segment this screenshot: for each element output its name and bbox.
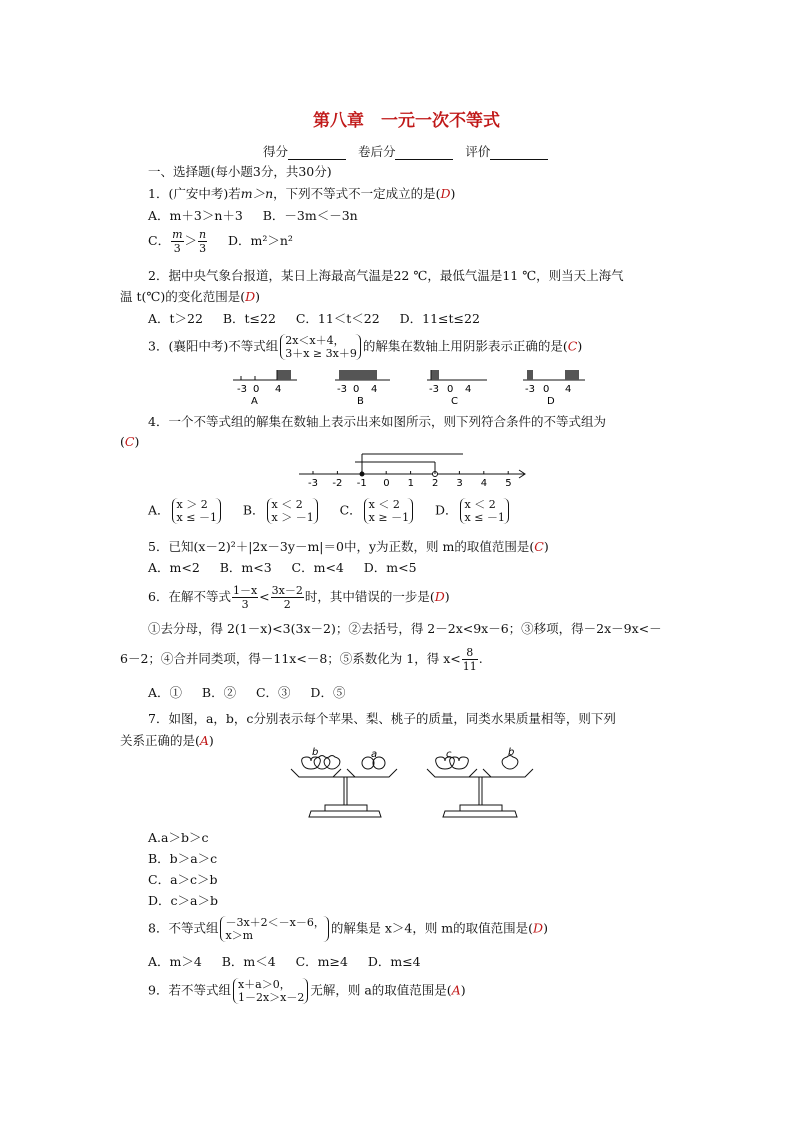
q6-steps-line1: ①去分母，得 2(1－x)<3(3x－2)；②去括号，得 2－2x<9x－6；③移项，得－2x－9x<－	[148, 621, 662, 636]
q2-line2	[120, 287, 260, 305]
q2-text: 温 t(℃)的变化范围是(	[120, 289, 246, 304]
q5-stem: 5．已知(x－2)²＋|2x－3y－m|＝0中，y为正数，则 m的取值范围是(	[148, 539, 535, 554]
q4-option-b-label: B．	[242, 502, 265, 518]
q6-option-d: D．⑤	[310, 685, 346, 700]
q6-answer: D	[434, 589, 445, 604]
q7-label-b: b	[312, 747, 319, 758]
score-blank	[288, 147, 346, 160]
q7-line1: 7．如图，a，b，c分别表示每个苹果、梨、桃子的质量，同类水果质量相等，则下列	[148, 711, 616, 726]
q8-close: )	[543, 920, 548, 936]
q1-option-d: D．m²＞n²	[228, 233, 293, 248]
q6-lt: <	[259, 589, 270, 604]
q7-option-a: A.a＞b＞c	[148, 830, 209, 845]
q8-option-b: B．m＜4	[221, 954, 276, 969]
q4-close: )	[134, 434, 140, 449]
q6-steps-text: 6－2；④合并同类项，得－11x<－8；⑤系数化为 1，得 x<	[120, 651, 461, 666]
q6-f2-den: 2	[283, 598, 291, 611]
question-6	[148, 584, 450, 611]
q6-res-num: 8	[462, 646, 478, 660]
q1-option-c-label: C．	[148, 233, 171, 248]
q8-ineq-1: －3x＋2＜－x－6，	[225, 916, 325, 929]
q4-answer: C	[124, 434, 135, 449]
q1-close: )	[450, 186, 456, 201]
q4-tick-label: 2	[432, 478, 439, 489]
q4-option-c-label: C．	[339, 502, 362, 518]
q7-line2	[120, 731, 214, 749]
q9-ineq-1: x＋a＞0，	[237, 978, 291, 991]
q4-option-d-label: D．	[434, 502, 458, 518]
q1-answer: D	[440, 186, 451, 201]
q2-options	[148, 309, 480, 327]
q3-a-tick-4: 4	[275, 384, 282, 395]
q6-options	[148, 683, 345, 701]
q9-system	[233, 978, 308, 1004]
after-score-blank	[395, 147, 453, 160]
q4-number-line	[295, 448, 535, 490]
q2-answer: D	[245, 289, 256, 304]
q3-b-tick-0: 0	[353, 384, 360, 395]
q4-d-2: x ≤ －1	[464, 511, 505, 524]
q3-d-tick-4: 4	[565, 384, 572, 395]
q6-res-den: 11	[462, 660, 477, 673]
evaluation-label: 评价	[465, 144, 491, 159]
q2-option-b: B．t≤22	[222, 311, 276, 326]
q1-frac-num: m	[172, 228, 183, 241]
q5-options	[148, 558, 417, 576]
q3-label-c: C	[451, 396, 458, 407]
q4-option-d	[460, 498, 509, 524]
q3-close: )	[577, 338, 583, 354]
q4-tick-label: -3	[308, 478, 318, 489]
q1-option-a: A．m＋3＞n＋3	[148, 208, 243, 223]
q4-tick-label: -1	[356, 478, 367, 489]
q7-close: )	[208, 733, 214, 748]
q8-system	[220, 916, 328, 942]
q3-c-tick-m3: -3	[429, 384, 439, 395]
q3-d-tick-m3: -3	[525, 384, 535, 395]
q1-frac-den: 3	[173, 242, 181, 255]
q9-stem: 9．若不等式组	[148, 982, 231, 998]
q4-tick-label: 4	[480, 478, 488, 489]
q8-stem: 8．不等式组	[148, 920, 219, 936]
q7-option-d: D．c＞a＞b	[148, 893, 218, 908]
q8-options	[148, 952, 421, 970]
q8-option-a: A．m＞4	[148, 954, 202, 969]
q7-option-b: B．b＞a＞c	[148, 851, 218, 866]
q3-c-tick-4: 4	[465, 384, 472, 395]
q3-label-b: B	[357, 396, 364, 407]
q5-option-d: D．m<5	[363, 560, 417, 575]
section-heading: 一、选择题(每小题3分，共30分)	[148, 164, 332, 179]
q4-a-1: x ＞ 2	[176, 498, 208, 511]
question-1	[148, 184, 455, 202]
q3-line-b	[335, 370, 390, 407]
q4-tick-label: 1	[407, 478, 414, 489]
q4-c-1: x ＜ 2	[368, 498, 400, 511]
q6-frac-2	[271, 584, 304, 611]
q1-stem-rest: ，下列不等式不一定成立的是(	[273, 186, 441, 201]
q3-line-d	[523, 370, 585, 407]
q3-d-tick-0: 0	[543, 384, 550, 395]
balance-scale-left	[291, 756, 397, 818]
evaluation-blank	[490, 147, 548, 160]
q1-stem: 1．(广安中考)若	[148, 186, 241, 201]
score-label: 得分	[263, 144, 289, 159]
q3-label-d: D	[547, 396, 555, 407]
balance-scale-right	[427, 756, 533, 818]
q4-open: (	[120, 434, 125, 449]
question-9	[148, 978, 466, 1004]
q3-ineq-1: 2x＜x＋4，	[285, 334, 345, 347]
q4-options	[148, 498, 511, 524]
q9-close: )	[460, 982, 466, 998]
q3-system	[280, 334, 361, 360]
q7-text: 关系正确的是(	[120, 733, 200, 748]
q3-b-tick-m3: -3	[337, 384, 347, 395]
q2-line1: 2．据中央气象台报道，某日上海最高气温是22 ℃，最低气温是11 ℃，则当天上海气	[148, 268, 624, 283]
q3-stem-rest: 的解集在数轴上用阴影表示正确的是(	[362, 338, 568, 354]
q7-answer: A	[199, 733, 209, 748]
q8-option-d: D．m≤4	[367, 954, 421, 969]
q2-option-a: A．t＞22	[148, 311, 203, 326]
q6-close: )	[444, 589, 450, 604]
q1-option-b: B．－3m＜－3n	[262, 208, 358, 223]
q4-line2	[120, 434, 139, 449]
q1-options-cd	[148, 228, 293, 255]
q9-stem-rest: 无解，则 a的取值范围是(	[310, 982, 452, 998]
q4-option-c	[364, 498, 413, 524]
q4-b-1: x ＜ 2	[271, 498, 303, 511]
q5-option-a: A．m<2	[148, 560, 200, 575]
q2-option-d: D．11≤t≤22	[399, 311, 480, 326]
q4-tick-label: 3	[456, 478, 463, 489]
q6-frac-result	[462, 646, 478, 673]
q4-tick-label: 0	[383, 478, 390, 489]
q6-f1-den: 3	[241, 598, 249, 611]
q4-tick-label: 5	[505, 478, 512, 489]
q6-f2-num: 3x－2	[271, 584, 303, 597]
q6-period: .	[478, 651, 483, 666]
q4-line1: 4．一个不等式组的解集在数轴上表示出来如图所示，则下列符合条件的不等式组为	[148, 414, 606, 429]
q4-option-b	[267, 498, 318, 524]
q3-b-tick-4: 4	[371, 384, 378, 395]
q7-label-c: c	[446, 749, 452, 760]
q8-ineq-2: x＞m	[225, 929, 254, 942]
q8-option-c: C．m≥4	[295, 954, 348, 969]
q1-options-ab	[148, 206, 358, 224]
q5-answer: C	[534, 539, 544, 554]
q7-label-b2: b	[508, 747, 515, 758]
q4-d-1: x ＜ 2	[464, 498, 496, 511]
q6-steps-line2	[120, 646, 483, 673]
score-line	[263, 142, 548, 160]
q1-frac-num2: n	[199, 228, 207, 241]
question-3	[148, 334, 582, 360]
q7-label-a: a	[371, 749, 378, 760]
question-5	[148, 537, 549, 555]
q3-label-a: A	[251, 396, 258, 407]
q4-a-2: x ≤ －1	[176, 511, 217, 524]
q7-option-c: C．a＞c＞b	[148, 872, 218, 887]
q1-fraction-m	[171, 228, 183, 255]
q3-c-tick-0: 0	[447, 384, 454, 395]
q5-close: )	[543, 539, 549, 554]
q3-line-a	[233, 370, 297, 407]
q3-a-tick-m3: -3	[237, 384, 247, 395]
q3-ineq-2: 3＋x ≥ 3x＋9	[285, 347, 357, 360]
q2-close: )	[255, 289, 261, 304]
q4-tick-label: -2	[332, 478, 343, 489]
q6-frac-1	[232, 584, 258, 611]
q2-option-c: C．11＜t＜22	[295, 311, 380, 326]
page-title: 第八章 一元一次不等式	[313, 111, 500, 131]
q7-balance-scales	[285, 745, 545, 823]
q8-answer: D	[533, 920, 544, 936]
q6-stem: 6．在解不等式	[148, 589, 231, 604]
q6-f1-num: 1－x	[232, 584, 258, 597]
q9-ineq-2: 1－2x＞x－2	[237, 991, 305, 1004]
q6-stem-rest: 时，其中错误的一步是(	[304, 589, 435, 604]
q4-c-2: x ≥ －1	[368, 511, 410, 524]
q6-option-b: B．②	[201, 685, 237, 700]
q3-number-lines	[225, 366, 595, 408]
q1-cond: m＞n	[240, 186, 274, 201]
q1-gt: ＞	[184, 233, 198, 248]
q4-option-a	[172, 498, 221, 524]
q3-answer: C	[567, 338, 578, 354]
q9-answer: A	[451, 982, 461, 998]
q1-fraction-n	[198, 228, 207, 255]
q6-option-a: A．①	[148, 685, 183, 700]
q3-stem: 3．(襄阳中考)不等式组	[148, 338, 279, 354]
after-score-label: 卷后分	[357, 144, 396, 159]
q5-option-c: C．m<4	[291, 560, 344, 575]
q1-frac-den2: 3	[199, 242, 207, 255]
q3-line-c	[427, 370, 487, 407]
q4-option-a-label: A．	[148, 502, 170, 518]
question-8	[148, 916, 548, 942]
q4-b-2: x ＞ －1	[271, 511, 314, 524]
q3-a-tick-0: 0	[253, 384, 260, 395]
q5-option-b: B．m<3	[219, 560, 272, 575]
q8-stem-rest: 的解集是 x＞4，则 m的取值范围是(	[330, 920, 534, 936]
q6-option-c: C．③	[255, 685, 291, 700]
